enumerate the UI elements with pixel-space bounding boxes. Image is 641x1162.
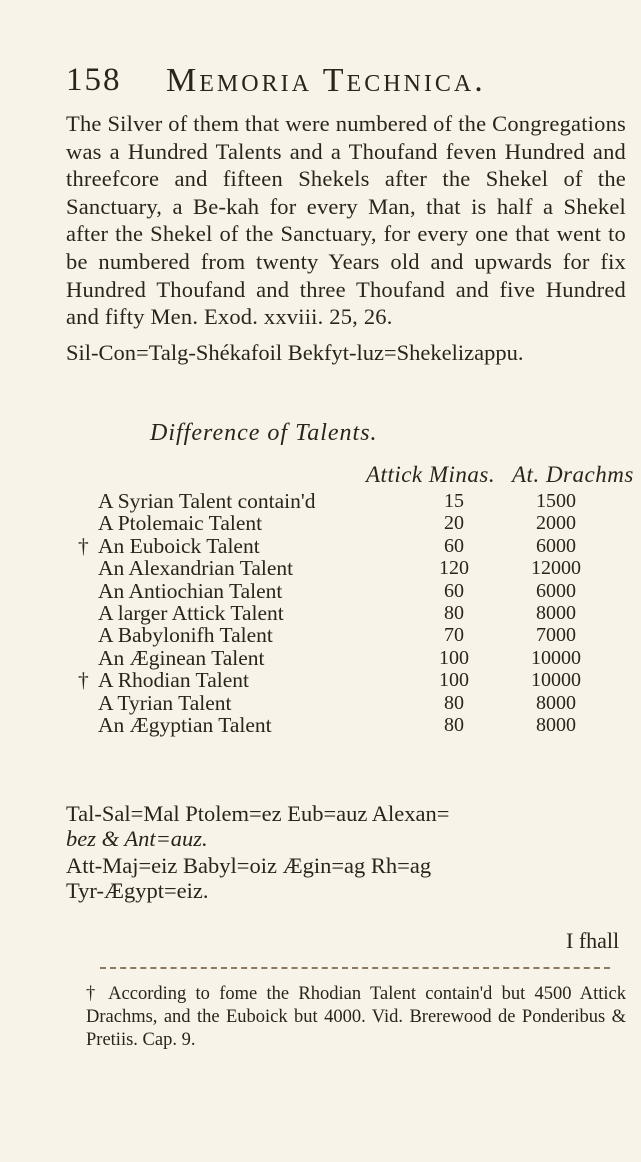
table-row — [66, 692, 626, 714]
table-row — [66, 647, 626, 669]
drachms-value: 6000 — [536, 579, 576, 602]
drachms-value: 2000 — [536, 512, 576, 535]
memorial-line: bez & Ant=auz. — [66, 826, 208, 851]
minas-value: 60 — [444, 534, 464, 557]
table-row — [66, 535, 626, 557]
table-row — [66, 490, 626, 512]
table-row — [66, 669, 626, 691]
section-heading: Difference of Talents. — [150, 420, 378, 446]
drachms-value: 7000 — [536, 624, 576, 647]
memorial-line: Tyr-Ægypt=eiz. — [66, 878, 209, 903]
drachms-value: 12000 — [531, 557, 581, 580]
memorial-line: Att-Maj=eiz Babyl=oiz Ægin=ag Rh=ag — [66, 853, 432, 878]
drachms-value: 8000 — [536, 713, 576, 736]
minas-value: 100 — [439, 646, 469, 669]
talent-name: An Alexandrian Talent — [98, 556, 294, 581]
column-heading-drachms: At. Drachms — [512, 462, 634, 487]
page-number: 158 — [66, 62, 122, 98]
minas-value: 15 — [444, 490, 464, 512]
table-row — [66, 557, 626, 579]
column-heading-minas: Attick Minas. — [366, 462, 496, 487]
memorial-line: Tal-Sal=Mal Ptolem=ez Eub=auz Alexan= — [66, 801, 450, 826]
table-row — [66, 602, 626, 624]
minas-value: 60 — [444, 579, 464, 602]
minas-value: 70 — [444, 624, 464, 647]
talent-name: An Ægyptian Talent — [98, 712, 272, 737]
dagger-mark: † — [78, 533, 89, 558]
table-row — [66, 512, 626, 534]
talents-table — [66, 490, 626, 736]
talent-name: An Antiochian Talent — [98, 578, 283, 603]
minas-value: 100 — [439, 669, 469, 692]
catchword: I fhall — [566, 928, 620, 953]
table-row — [66, 624, 626, 646]
table-row — [66, 714, 626, 736]
minas-value: 120 — [439, 557, 469, 580]
drachms-value: 8000 — [536, 691, 576, 714]
talent-name: A larger Attick Talent — [98, 600, 284, 625]
drachms-value: 10000 — [531, 669, 581, 692]
minas-value: 80 — [444, 691, 464, 714]
talent-name: A Babylonifh Talent — [98, 623, 273, 648]
minas-value: 20 — [444, 512, 464, 535]
table-row — [66, 580, 626, 602]
talent-name: A Syrian Talent contain'd — [98, 489, 316, 513]
talent-name: An Æginean Talent — [98, 645, 265, 670]
drachms-value: 10000 — [531, 646, 581, 669]
talent-name: An Euboick Talent — [98, 533, 260, 558]
dagger-mark: † — [78, 668, 89, 693]
memorial-line-silver: Sil-Con=Talg-Shékafoil Bekfyt-luz=Shekelizappu. — [66, 340, 524, 365]
footnote: † According to fome the Rhodian Talent contain'd but 4500 Attick Drachms, and the Euboick but 4000. Vid. Brerewood de Ponderibus & Pretiis. Cap. 9. — [86, 984, 626, 1050]
running-title: Memoria Technica. — [166, 62, 486, 99]
body-paragraph: The Silver of them that were numbered of the Congregations was a Hundred Talents and a Thoufand feven Hundred and threefcore and fifteen Shekels after the Shekel of the Sanctuary, a Be-kah for every Man, that is half a Shekel after the Shekel of the Sanctuary, for every one that went to be numbered from twenty Years old and upwards for fix Hundred Thoufand and three Thoufand and five Hundred and fifty Men. Exod. xxviii. 25, 26. — [66, 111, 626, 330]
talent-name: A Tyrian Talent — [98, 690, 232, 715]
page-header — [66, 62, 626, 102]
drachms-value: 6000 — [536, 534, 576, 557]
minas-value: 80 — [444, 713, 464, 736]
footnote-rule — [100, 967, 610, 969]
minas-value: 80 — [444, 601, 464, 624]
drachms-value: 8000 — [536, 601, 576, 624]
talent-name: A Rhodian Talent — [98, 668, 249, 693]
drachms-value: 1500 — [536, 490, 576, 512]
talent-name: A Ptolemaic Talent — [98, 511, 263, 536]
